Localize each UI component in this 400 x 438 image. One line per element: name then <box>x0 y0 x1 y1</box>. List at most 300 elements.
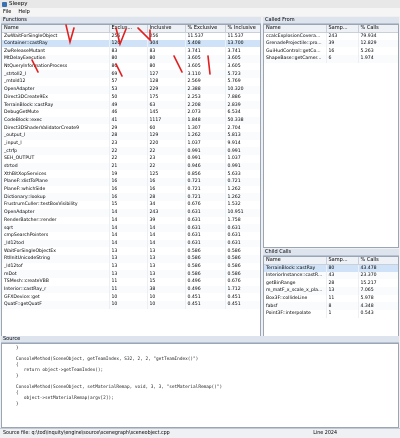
table-cell: 34 <box>147 201 185 209</box>
table-cell: GFXDevice::get <box>2 293 109 301</box>
table-cell: 1.262 <box>225 186 261 194</box>
table-cell: _output_l <box>2 132 109 140</box>
table-cell: 0.586 <box>185 270 225 278</box>
table-cell: 5.633 <box>225 170 261 178</box>
app-icon <box>2 2 7 7</box>
table-cell: 125 <box>147 170 185 178</box>
table-row[interactable] <box>2 55 261 63</box>
table-cell: 0.451 <box>185 301 225 309</box>
table-cell: 6 <box>326 55 358 63</box>
table-cell: 145 <box>147 109 185 117</box>
table-cell: getBinRange <box>264 279 326 287</box>
table-cell: 29 <box>109 124 147 132</box>
table-cell: 256 <box>147 32 185 40</box>
table-cell: 0.631 <box>185 232 225 240</box>
table-cell: 0.586 <box>185 247 225 255</box>
table-cell: Box3F::collideLine <box>264 295 326 303</box>
table-cell: QuatF::getQuatF <box>2 301 109 309</box>
table-cell: 0.586 <box>185 255 225 263</box>
table-cell: 6.534 <box>225 109 261 117</box>
table-cell: 23 <box>147 155 185 163</box>
table-cell: 10 <box>109 293 147 301</box>
table-cell: 22 <box>109 147 147 155</box>
table-cell: 1.974 <box>358 55 399 63</box>
child-calls-table-container <box>263 256 399 338</box>
table-cell: 11 <box>109 278 147 286</box>
table-cell: 13 <box>147 263 185 271</box>
table-cell: 13 <box>326 287 358 295</box>
source-line: } <box>8 373 19 379</box>
table-cell: 39 <box>147 217 185 225</box>
table-cell: 13 <box>109 255 147 263</box>
table-cell: 0.991 <box>225 163 261 171</box>
table-cell: 16 <box>109 193 147 201</box>
table-row[interactable] <box>2 47 261 55</box>
table-row[interactable] <box>2 232 261 240</box>
table-cell: 13 <box>147 247 185 255</box>
table-cell: 0.991 <box>225 147 261 155</box>
table-cell: 120 <box>109 40 147 48</box>
source-line <box>8 408 392 414</box>
table-cell: GuiHudControl::getCo... <box>264 47 326 55</box>
table-cell: 41 <box>109 117 147 125</box>
table-cell: 220 <box>147 140 185 148</box>
table-cell: 0.721 <box>225 178 261 186</box>
table-cell: 13 <box>147 270 185 278</box>
table-cell: 1.307 <box>185 124 225 132</box>
table-row[interactable] <box>2 178 261 186</box>
table-cell: 23 <box>109 140 147 148</box>
table-cell: TSMesh::createVBB <box>2 278 109 286</box>
table-row[interactable] <box>2 193 261 201</box>
table-row[interactable] <box>2 186 261 194</box>
table-cell: 80 <box>109 63 147 71</box>
called-from-rows <box>264 32 399 63</box>
called-from-col-samples[interactable]: Samp... <box>326 25 358 32</box>
child-calls-col-pct[interactable]: % Calls <box>358 257 399 264</box>
table-cell: 14 <box>147 232 185 240</box>
table-cell: 2.208 <box>185 101 225 109</box>
table-cell: 49 <box>109 101 147 109</box>
functions-header-row <box>2 25 261 32</box>
table-cell: 21 <box>109 163 147 171</box>
table-cell: 16 <box>147 186 185 194</box>
table-row[interactable] <box>264 40 399 48</box>
table-cell: 19 <box>109 170 147 178</box>
table-row[interactable] <box>2 286 261 294</box>
table-cell: 79.934 <box>358 32 399 40</box>
child-calls-col-name[interactable]: Name <box>264 257 326 264</box>
table-row[interactable] <box>2 201 261 209</box>
table-row[interactable] <box>2 70 261 78</box>
table-cell: 15.217 <box>358 279 399 287</box>
table-cell: 0.631 <box>185 240 225 248</box>
table-cell: 23.370 <box>358 272 399 280</box>
table-cell: 2.253 <box>185 94 225 102</box>
table-cell: CodeBlock::exec <box>2 117 109 125</box>
source-code-view[interactable] <box>1 343 399 428</box>
table-cell: 5.978 <box>358 295 399 303</box>
table-cell: 243 <box>147 209 185 217</box>
called-from-col-name[interactable]: Name <box>264 25 326 32</box>
table-cell: 5.769 <box>225 78 261 86</box>
table-cell: 22 <box>147 147 185 155</box>
table-cell: 1.848 <box>185 117 225 125</box>
table-row[interactable] <box>264 287 399 295</box>
table-cell: 0.586 <box>225 255 261 263</box>
table-cell: 4.348 <box>358 302 399 310</box>
status-line-number: Line 2024 <box>313 431 337 436</box>
table-cell: 11 <box>326 295 358 303</box>
table-row[interactable] <box>264 55 399 63</box>
table-row[interactable] <box>2 86 261 94</box>
table-cell: 11 <box>109 286 147 294</box>
table-cell: 3.605 <box>185 63 225 71</box>
col-inclusive[interactable]: Inclusive <box>147 25 185 32</box>
table-cell: 0.721 <box>185 186 225 194</box>
table-cell: 22 <box>147 163 185 171</box>
table-row[interactable] <box>2 78 261 86</box>
table-cell: 46 <box>109 109 147 117</box>
col-pct-inclusive[interactable]: % Inclusive <box>225 25 261 32</box>
table-cell: 11.537 <box>185 32 225 40</box>
table-cell: InteriorInstance::castR... <box>264 272 326 280</box>
table-cell: 16 <box>147 178 185 186</box>
child-calls-table <box>264 257 399 318</box>
child-calls-header-row <box>264 257 399 264</box>
table-row[interactable] <box>264 272 399 280</box>
status-bar <box>0 428 400 438</box>
table-cell: 1.712 <box>225 286 261 294</box>
table-cell: 14 <box>109 209 147 217</box>
child-calls-rows <box>264 264 399 318</box>
table-cell: 13 <box>147 255 185 263</box>
table-cell: 5.263 <box>358 47 399 55</box>
source-pane-header: Source <box>1 336 399 343</box>
table-cell: _strtoll2_l <box>2 70 109 78</box>
called-from-pane-header: Called From <box>263 17 399 24</box>
table-cell: _ctrfp <box>2 147 109 155</box>
table-cell: Container::castRay <box>2 40 109 48</box>
table-row[interactable] <box>2 94 261 102</box>
table-cell: 11.537 <box>225 32 261 40</box>
child-calls-col-samples[interactable]: Samp... <box>326 257 358 264</box>
table-cell: 53 <box>109 86 147 94</box>
window-title: Sleepy <box>9 1 28 7</box>
table-cell: 0.586 <box>185 263 225 271</box>
table-cell: sqrt <box>2 224 109 232</box>
table-cell: 256 <box>109 32 147 40</box>
table-cell: Point3F::interpolate <box>264 310 326 318</box>
source-line: return object->getTeamIndex(); <box>8 368 104 374</box>
table-cell: 0.496 <box>185 278 225 286</box>
table-cell: 10 <box>109 301 147 309</box>
table-cell: 3.741 <box>225 47 261 55</box>
table-row[interactable] <box>264 302 399 310</box>
table-row[interactable] <box>2 293 261 301</box>
table-cell: 229 <box>147 86 185 94</box>
table-cell: 3.110 <box>185 70 225 78</box>
table-cell: _mtold12 <box>2 78 109 86</box>
table-row[interactable] <box>2 40 261 48</box>
table-cell: 0.991 <box>185 155 225 163</box>
table-cell: 2.704 <box>225 124 261 132</box>
table-cell: 0.631 <box>185 224 225 232</box>
table-cell: 50.338 <box>225 117 261 125</box>
table-cell: 15 <box>109 201 147 209</box>
source-line: object->setMaterialRemap(argv[2]); <box>8 396 114 402</box>
table-cell: 175 <box>147 94 185 102</box>
table-cell: 0.631 <box>185 209 225 217</box>
functions-pane-header: Functions <box>1 17 261 24</box>
table-row[interactable] <box>264 310 399 318</box>
table-cell: 0.586 <box>225 270 261 278</box>
table-cell: 57 <box>109 78 147 86</box>
table-row[interactable] <box>2 255 261 263</box>
table-cell: 0.856 <box>185 170 225 178</box>
table-cell: FrustrumCuller::testBoxVisibility <box>2 201 109 209</box>
table-cell: 80 <box>147 63 185 71</box>
title-bar <box>0 0 400 8</box>
table-cell: 3.605 <box>225 55 261 63</box>
table-row[interactable] <box>264 264 399 272</box>
table-cell: 0.543 <box>358 310 399 318</box>
table-cell: 0.676 <box>225 278 261 286</box>
source-line: } <box>8 346 19 351</box>
source-line: } <box>8 401 19 407</box>
table-cell: 304 <box>147 40 185 48</box>
table-cell: 9.914 <box>225 140 261 148</box>
table-cell: 28 <box>326 279 358 287</box>
table-cell: 16 <box>109 186 147 194</box>
table-cell: 10.951 <box>225 209 261 217</box>
table-cell: RtlInitUnicodeString <box>2 255 109 263</box>
table-cell: 50 <box>109 94 147 102</box>
table-cell: 10 <box>147 301 185 309</box>
source-line: { <box>8 362 19 368</box>
table-cell: 1.262 <box>185 132 225 140</box>
source-line: ConsoleMethod(SceneObject, getTeamIndex, S32, 2, 2, "getTeamIndex()") <box>8 357 199 363</box>
table-cell: Interior::castRay_r <box>2 286 109 294</box>
table-cell: 13 <box>109 247 147 255</box>
table-cell: 14 <box>109 224 147 232</box>
table-cell: 243 <box>326 32 358 40</box>
table-cell: 38 <box>147 286 185 294</box>
called-from-header-row <box>264 25 399 32</box>
called-from-table-container <box>263 24 399 248</box>
table-cell: 0.586 <box>225 263 261 271</box>
table-cell: 1117 <box>147 117 185 125</box>
table-cell: 0.721 <box>185 193 225 201</box>
table-cell: 13 <box>109 270 147 278</box>
table-row[interactable] <box>2 263 261 271</box>
table-cell: 43 <box>326 272 358 280</box>
table-cell: _ld12tod <box>2 240 109 248</box>
table-row[interactable] <box>2 147 261 155</box>
table-cell: 3.605 <box>225 63 261 71</box>
table-cell: 5.723 <box>225 70 261 78</box>
table-cell: 14 <box>147 240 185 248</box>
table-cell: 128 <box>147 78 185 86</box>
table-cell: 15 <box>147 278 185 286</box>
table-cell: Dictionary::lookup <box>2 193 109 201</box>
table-cell: 1.262 <box>225 193 261 201</box>
table-cell: 14 <box>109 232 147 240</box>
table-cell: 0.451 <box>185 293 225 301</box>
table-row[interactable] <box>2 109 261 117</box>
table-cell: 14 <box>109 240 147 248</box>
table-cell: 7.886 <box>225 94 261 102</box>
table-cell: 39 <box>326 40 358 48</box>
table-row[interactable] <box>2 217 261 225</box>
table-cell: 28 <box>147 193 185 201</box>
called-from-col-pct[interactable]: % Calls <box>358 25 399 32</box>
table-cell: 0.631 <box>225 232 261 240</box>
table-cell: Direct3DShaderValidatorCreate9 <box>2 124 109 132</box>
table-row[interactable] <box>2 63 261 71</box>
table-cell: 10 <box>147 293 185 301</box>
table-cell: 13.700 <box>225 40 261 48</box>
table-cell: 3.741 <box>185 47 225 55</box>
table-cell: 83 <box>109 47 147 55</box>
status-source-file: Source file: q:\tod\inquity\engine\source\scenegraph\sceneobject.cpp <box>3 431 170 436</box>
table-cell: RenderBatcher::render <box>2 217 109 225</box>
table-cell: fabsf <box>264 302 326 310</box>
table-cell: 0.586 <box>225 247 261 255</box>
table-cell: 2.073 <box>185 109 225 117</box>
table-cell: 1.758 <box>225 217 261 225</box>
table-row[interactable] <box>264 32 399 40</box>
table-cell: 1.532 <box>225 201 261 209</box>
table-cell: 13 <box>109 263 147 271</box>
called-from-table <box>264 25 399 63</box>
table-cell: NtQueryInformationProcess <box>2 63 109 71</box>
source-line: ConsoleMethod(SceneObject, setMaterialRemap, void, 3, 3, "setMaterialRemap()") <box>8 385 223 391</box>
table-cell: 0.451 <box>225 301 261 309</box>
table-cell: 83 <box>147 47 185 55</box>
table-row[interactable] <box>2 170 261 178</box>
table-cell: 2.388 <box>185 86 225 94</box>
table-row[interactable] <box>2 140 261 148</box>
table-cell: 0.631 <box>185 217 225 225</box>
table-cell: 129 <box>147 132 185 140</box>
table-cell: 80 <box>326 264 358 272</box>
table-cell: 16 <box>326 47 358 55</box>
table-cell: 0.451 <box>225 293 261 301</box>
table-cell: 14 <box>109 217 147 225</box>
table-cell: 127 <box>147 70 185 78</box>
table-cell: TerrainBlock::castRay <box>264 264 326 272</box>
table-cell: 28 <box>109 132 147 140</box>
table-cell: OpenAdapter <box>2 209 109 217</box>
table-cell: OpenAdapter <box>2 86 109 94</box>
table-cell: ccalcExplosionCovera... <box>264 32 326 40</box>
table-cell: 60 <box>147 124 185 132</box>
table-cell: 1.037 <box>185 140 225 148</box>
table-cell: SEH_OUTPUT <box>2 155 109 163</box>
table-cell: 10.320 <box>225 86 261 94</box>
table-cell: 0.496 <box>185 286 225 294</box>
table-cell: cmpSearchPointers <box>2 232 109 240</box>
table-cell: PlaneF::distToPlane <box>2 178 109 186</box>
table-row[interactable] <box>2 132 261 140</box>
table-row[interactable] <box>2 240 261 248</box>
table-cell: mDot <box>2 270 109 278</box>
table-cell: strtod <box>2 163 109 171</box>
table-cell: m_matF_x_scale_x_pla... <box>264 287 326 295</box>
table-cell: PlaneF::whichSide <box>2 186 109 194</box>
table-row[interactable] <box>264 279 399 287</box>
source-line: { <box>8 390 19 396</box>
table-cell: GrenadeProjectile::pro... <box>264 40 326 48</box>
table-row[interactable] <box>2 278 261 286</box>
table-cell: 0.631 <box>225 224 261 232</box>
table-row[interactable] <box>264 47 399 55</box>
table-cell: 80 <box>109 55 147 63</box>
menu-help[interactable]: Help <box>18 9 30 15</box>
table-cell: 12.829 <box>358 40 399 48</box>
table-cell: 2.839 <box>225 101 261 109</box>
table-cell: 7.065 <box>358 287 399 295</box>
functions-rows <box>2 32 261 309</box>
table-row[interactable] <box>2 247 261 255</box>
table-row[interactable] <box>2 117 261 125</box>
table-cell: DebugGetMute <box>2 109 109 117</box>
table-cell: 22 <box>109 155 147 163</box>
col-pct-exclusive[interactable]: % Exclusive <box>185 25 225 32</box>
table-cell: 14 <box>147 224 185 232</box>
table-row[interactable] <box>264 295 399 303</box>
table-cell: ZwWaitForSingleObject <box>2 32 109 40</box>
table-cell: 0.631 <box>225 240 261 248</box>
table-cell: 0.946 <box>185 163 225 171</box>
col-name[interactable]: Name <box>2 25 109 32</box>
table-cell: XthBitXopServices <box>2 170 109 178</box>
table-cell: ZwReleaseMutant <box>2 47 109 55</box>
functions-table-container <box>1 24 261 338</box>
table-row[interactable] <box>2 209 261 217</box>
table-cell: 0.676 <box>185 201 225 209</box>
table-cell: 2.569 <box>185 78 225 86</box>
table-row[interactable] <box>2 163 261 171</box>
table-row[interactable] <box>2 301 261 309</box>
table-row[interactable] <box>2 101 261 109</box>
table-cell: 80 <box>147 55 185 63</box>
table-cell: MtDelayExecution <box>2 55 109 63</box>
table-cell: 5.813 <box>225 132 261 140</box>
table-cell: 0.991 <box>185 147 225 155</box>
table-cell: WaitForSingleObjectEx <box>2 247 109 255</box>
table-cell: 1.037 <box>225 155 261 163</box>
table-row[interactable] <box>2 32 261 40</box>
table-cell: 0.721 <box>185 178 225 186</box>
table-cell: 5.408 <box>185 40 225 48</box>
table-cell: Direct3DCreate9Ex <box>2 94 109 102</box>
table-row[interactable] <box>2 270 261 278</box>
table-row[interactable] <box>2 155 261 163</box>
col-exclusive[interactable]: Exclus... <box>109 25 147 32</box>
table-cell: 63 <box>147 101 185 109</box>
table-row[interactable] <box>2 224 261 232</box>
table-row[interactable] <box>2 124 261 132</box>
table-cell: 69 <box>109 70 147 78</box>
table-cell: _ld12tof <box>2 263 109 271</box>
menu-file[interactable]: File <box>3 9 12 15</box>
table-cell: 3.605 <box>185 55 225 63</box>
table-cell: TerrainBlock::castRay <box>2 101 109 109</box>
functions-table <box>2 25 261 309</box>
table-cell: _input_l <box>2 140 109 148</box>
